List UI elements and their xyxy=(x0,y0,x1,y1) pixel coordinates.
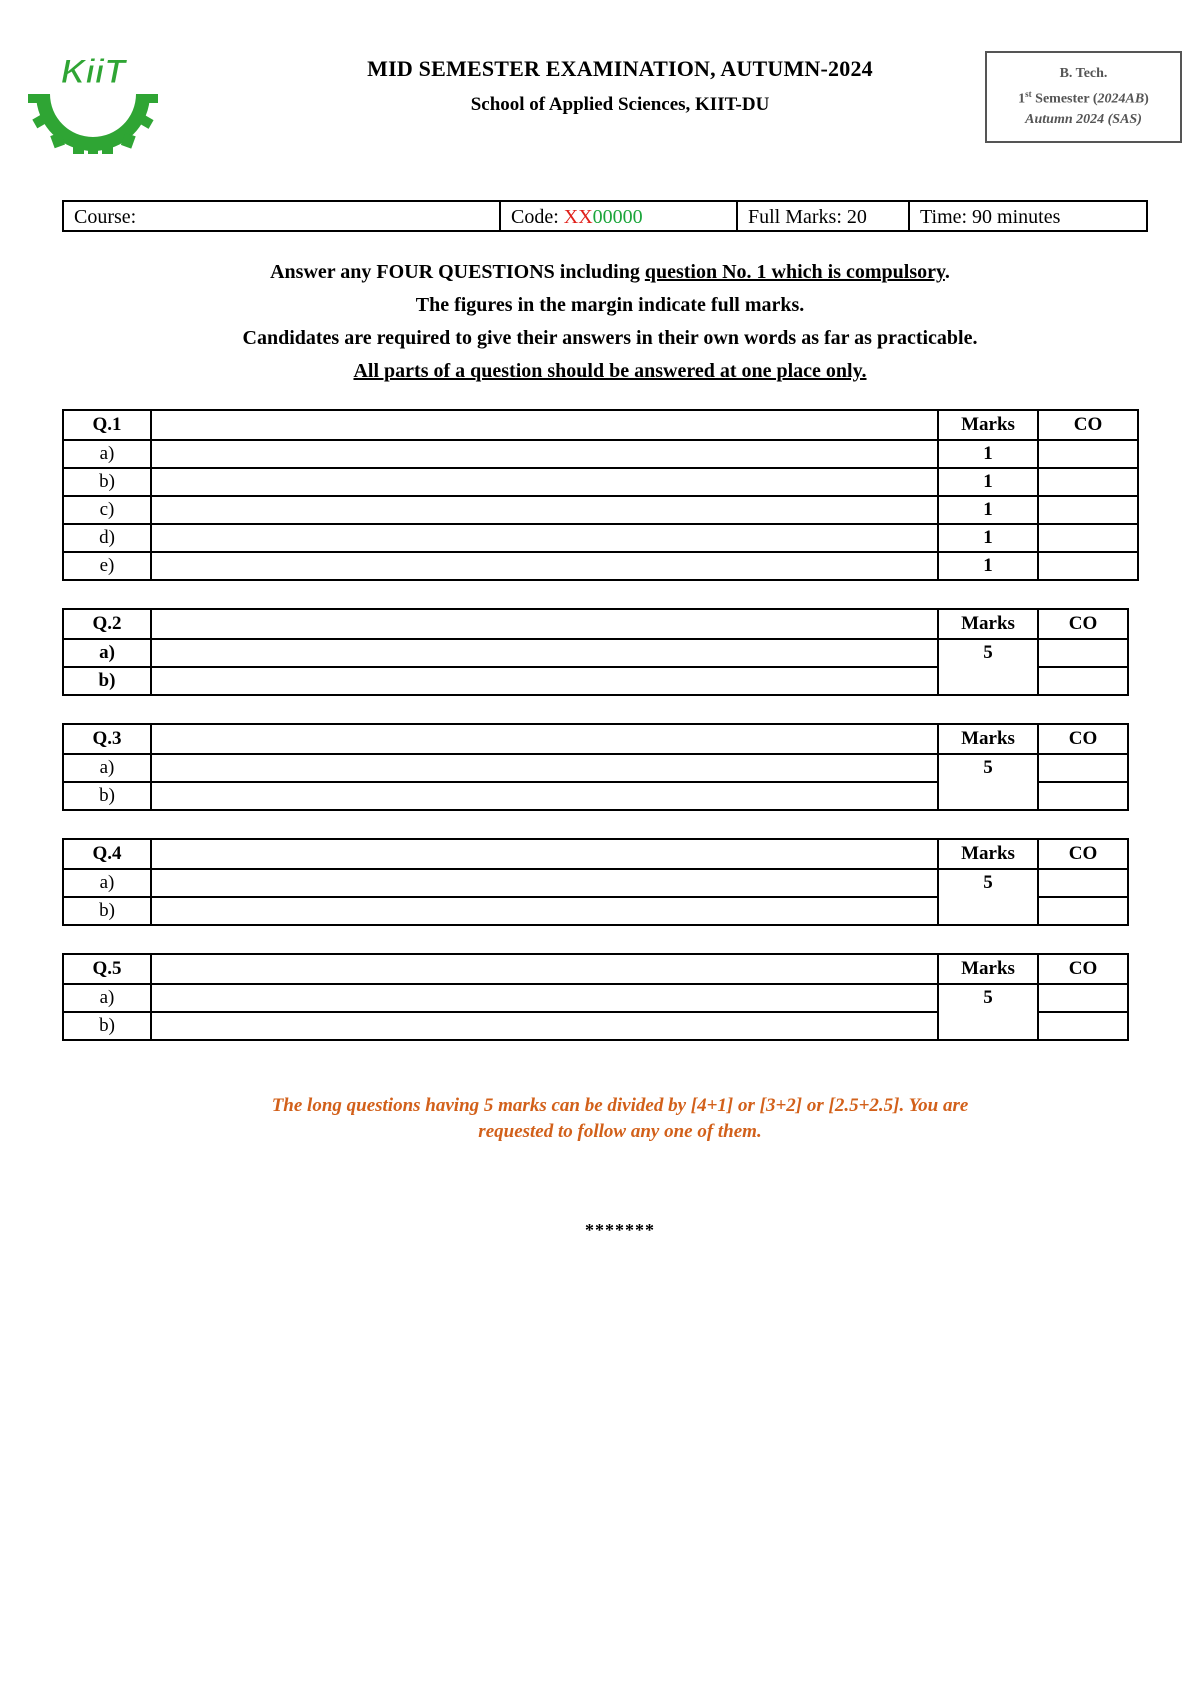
table-row: a) 5 xyxy=(63,639,1128,667)
question-marks: 5 xyxy=(938,869,1038,925)
question-text xyxy=(151,724,938,754)
question-5-table xyxy=(62,953,1129,1041)
time-cell: Time: 90 minutes xyxy=(909,201,1147,231)
code-prefix: XX xyxy=(563,205,593,228)
logo-text: KiiT xyxy=(60,53,126,91)
semester-box xyxy=(985,51,1182,143)
instruction-line-1: Answer any FOUR QUESTIONS including question No. 1 which is compulsory. xyxy=(270,261,950,283)
marks-division-note: The long questions having 5 marks can be divided by [4+1] or [3+2] or [2.5+2.5]. You are requested to follow any one of them. xyxy=(271,1095,969,1142)
instruction-line-4: All parts of a question should be answered at one place only. xyxy=(353,360,867,382)
co-header: CO xyxy=(1038,954,1128,984)
co-header: CO xyxy=(1038,410,1138,440)
school-name: School of Applied Sciences, KIIT-DU xyxy=(470,94,770,115)
question-marks: 5 xyxy=(938,639,1038,695)
question-text xyxy=(151,954,938,984)
question-text xyxy=(151,609,938,639)
question-marks: 5 xyxy=(938,754,1038,810)
instructions xyxy=(120,256,1100,388)
question-1-table xyxy=(62,409,1139,581)
question-2-table xyxy=(62,608,1129,696)
question-number: Q.1 xyxy=(63,410,151,440)
table-row: b) xyxy=(63,667,1128,695)
table-row: b) xyxy=(63,782,1128,810)
program-label: B. Tech. xyxy=(1059,66,1108,81)
marks-header: Marks xyxy=(938,609,1038,639)
question-number: Q.4 xyxy=(63,839,151,869)
question-marks: 5 xyxy=(938,984,1038,1040)
full-marks-cell: Full Marks: 20 xyxy=(737,201,909,231)
table-row: a) 5 xyxy=(63,754,1128,782)
marks-header: Marks xyxy=(938,839,1038,869)
question-number: Q.5 xyxy=(63,954,151,984)
session-label: Autumn 2024 (SAS) xyxy=(1025,111,1142,127)
marks-header: Marks xyxy=(938,410,1038,440)
table-row: a) 1 xyxy=(63,440,1138,468)
co-header: CO xyxy=(1038,724,1128,754)
semester-label: 1st Semester (2024AB) xyxy=(1018,89,1149,107)
question-text xyxy=(151,839,938,869)
end-marker: ******* xyxy=(585,1220,655,1240)
instruction-line-2: The figures in the margin indicate full marks. xyxy=(415,294,805,316)
instruction-line-3: Candidates are required to give their answers in their own words as far as practicable. xyxy=(242,327,978,349)
table-row: c) 1 xyxy=(63,496,1138,524)
table-row: b) xyxy=(63,897,1128,925)
co-header: CO xyxy=(1038,839,1128,869)
exam-title: MID SEMESTER EXAMINATION, AUTUMN-2024 xyxy=(367,56,873,81)
table-row: a) 5 xyxy=(63,984,1128,1012)
question-text xyxy=(151,410,938,440)
marks-header: Marks xyxy=(938,724,1038,754)
course-info-table xyxy=(62,200,1148,232)
table-row: b) 1 xyxy=(63,468,1138,496)
table-row: b) xyxy=(63,1012,1128,1040)
table-row: e) 1 xyxy=(63,552,1138,580)
question-number: Q.2 xyxy=(63,609,151,639)
code-cell: Code: XX00000 xyxy=(500,201,737,231)
question-3-table xyxy=(62,723,1129,811)
table-row: d) 1 xyxy=(63,524,1138,552)
question-number: Q.3 xyxy=(63,724,151,754)
question-4-table xyxy=(62,838,1129,926)
code-number: 00000 xyxy=(592,205,643,228)
co-header: CO xyxy=(1038,609,1128,639)
course-cell: Course: xyxy=(63,201,500,231)
kiit-logo-icon xyxy=(28,50,158,154)
marks-header: Marks xyxy=(938,954,1038,984)
table-row: a) 5 xyxy=(63,869,1128,897)
